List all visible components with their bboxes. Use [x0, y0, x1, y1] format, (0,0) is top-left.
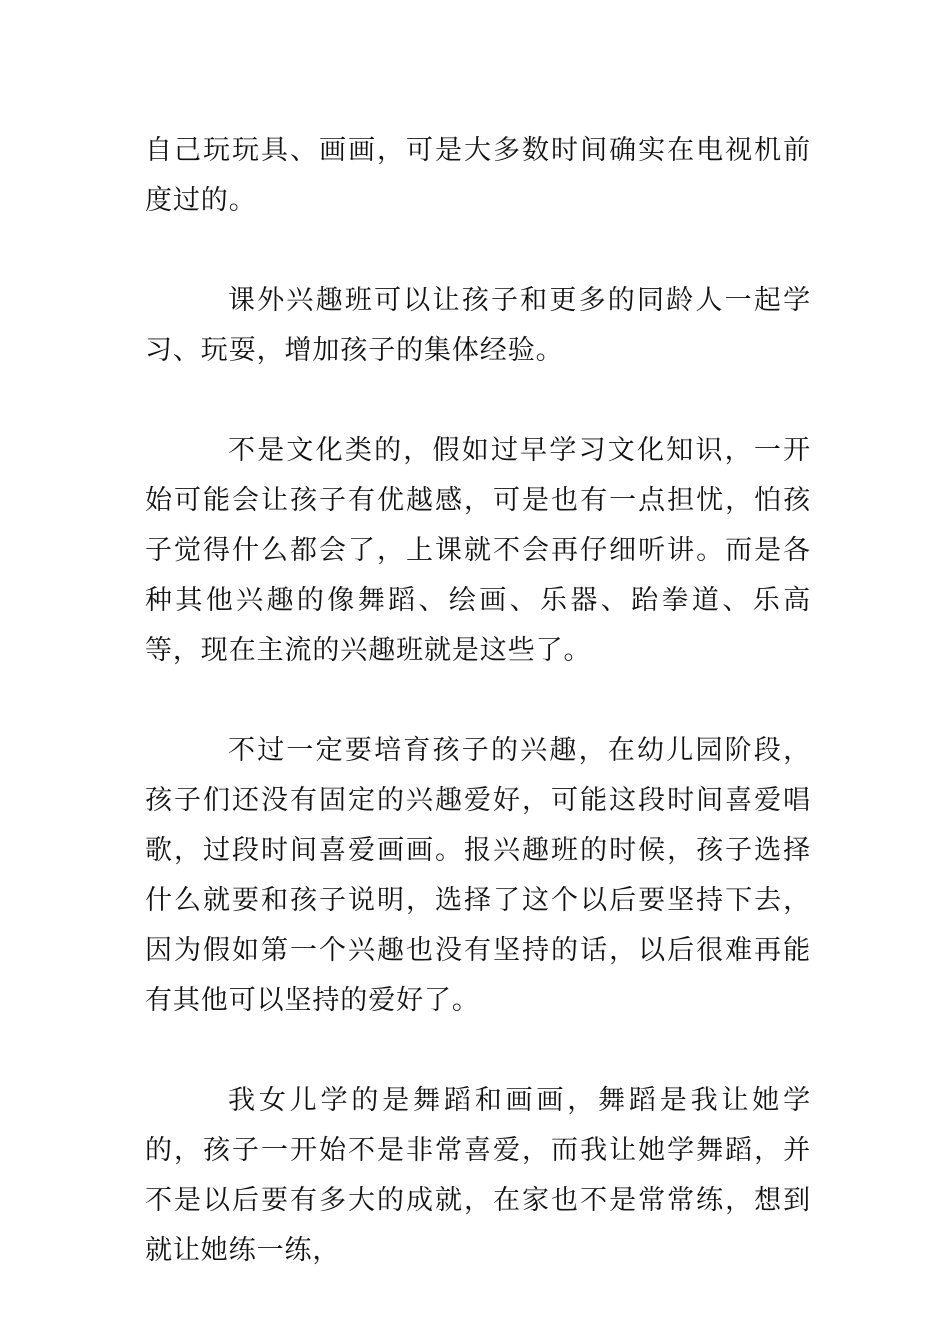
- paragraph-4: 不过一定要培育孩子的兴趣，在幼儿园阶段，孩子们还没有固定的兴趣爱好，可能这段时间喜爱唱歌，过段时间喜爱画画。报兴趣班的时候，孩子选择什么就要和孩子说明，选择了这个以后要坚持下去，因为假如第一个兴趣也没有坚持的话，以后很难再能有其他可以坚持的爱好了。: [145, 735, 811, 1016]
- paragraph-5: 我女儿学的是舞蹈和画画，舞蹈是我让她学的，孩子一开始不是非常喜爱，而我让她学舞蹈，并不是以后要有多大的成就，在家也不是常常练，想到就让她练一练，: [145, 1085, 811, 1266]
- paragraph-2: 课外兴趣班可以让孩子和更多的同龄人一起学习、玩耍，增加孩子的集体经验。: [145, 285, 811, 366]
- paragraph-1: 自己玩玩具、画画，可是大多数时间确实在电视机前度过的。: [145, 135, 811, 216]
- document-body: [145, 126, 811, 1326]
- paragraph-3: 不是文化类的，假如过早学习文化知识，一开始可能会让孩子有优越感，可是也有一点担忧，怕孩子觉得什么都会了，上课就不会再仔细听讲。而是各种其他兴趣的像舞蹈、绘画、乐器、跆拳道、乐高等，现在主流的兴趣班就是这些了。: [145, 435, 811, 666]
